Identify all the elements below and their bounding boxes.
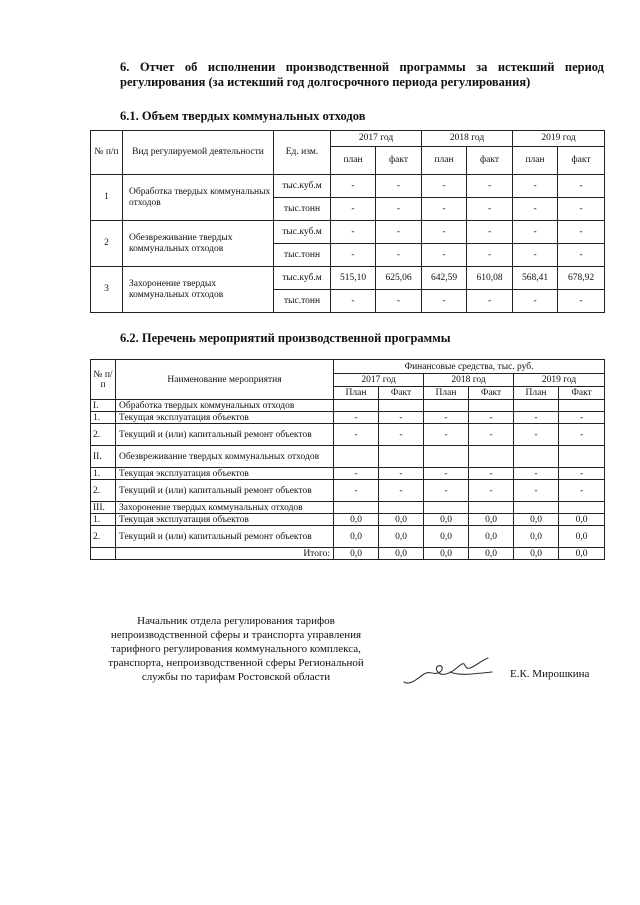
value-cell: - [331, 290, 376, 313]
value-cell: 0,0 [559, 514, 605, 526]
row-name: Текущая эксплуатация объектов [116, 468, 334, 480]
row-num: 3 [91, 267, 123, 313]
total-row [91, 548, 605, 560]
handwritten-signature [400, 652, 496, 688]
value-cell: - [379, 468, 424, 480]
header-num: № п/п [91, 360, 116, 400]
value-cell: - [334, 468, 379, 480]
header-fact: факт [376, 147, 422, 175]
position-line: Начальник отдела регулирования тарифов [137, 615, 335, 627]
header-fact: Факт [469, 387, 514, 400]
value-cell: - [558, 221, 605, 244]
row-num: III. [91, 502, 116, 514]
value-cell: - [469, 412, 514, 424]
header-unit: Ед. изм. [274, 131, 331, 175]
value-cell: - [467, 244, 513, 267]
row-unit: тыс.куб.м [274, 267, 331, 290]
row-num: II. [91, 446, 116, 468]
value-cell: - [334, 480, 379, 502]
header-plan: План [424, 387, 469, 400]
value-cell: 0,0 [424, 526, 469, 548]
value-cell: - [513, 221, 558, 244]
header-plan: План [334, 387, 379, 400]
header-year: 2017 год [331, 131, 422, 147]
value-cell: - [559, 468, 605, 480]
value-cell: - [558, 175, 605, 198]
table-row [91, 221, 605, 244]
value-cell: - [558, 290, 605, 313]
value-cell: - [467, 198, 513, 221]
value-cell: - [467, 290, 513, 313]
header-name: Наименование мероприятия [116, 360, 334, 400]
header-year: 2018 год [422, 131, 513, 147]
value-cell: - [514, 480, 559, 502]
value-cell: 0,0 [469, 514, 514, 526]
signatory-name: Е.К. Мирошкина [510, 668, 590, 680]
value-cell: - [424, 424, 469, 446]
value-cell [514, 446, 559, 468]
value-cell: 0,0 [379, 526, 424, 548]
row-name: Текущая эксплуатация объектов [116, 412, 334, 424]
row-name: Обработка твердых коммунальных отходов [116, 400, 334, 412]
value-cell: 0,0 [379, 514, 424, 526]
value-cell: - [514, 468, 559, 480]
value-cell [424, 400, 469, 412]
value-cell: - [334, 412, 379, 424]
program-measures-table [90, 359, 605, 560]
value-cell [514, 502, 559, 514]
value-cell: - [513, 175, 558, 198]
value-cell: 0,0 [559, 526, 605, 548]
table2-title: 6.2. Перечень мероприятий производственной программы [120, 331, 451, 345]
value-cell: - [376, 221, 422, 244]
value-cell: - [422, 221, 467, 244]
total-value: 0,0 [469, 548, 514, 560]
header-plan: план [422, 147, 467, 175]
value-cell [424, 446, 469, 468]
value-cell: - [376, 175, 422, 198]
value-cell [559, 400, 605, 412]
header-plan: План [514, 387, 559, 400]
value-cell: - [559, 412, 605, 424]
header-num: № п/п [91, 131, 123, 175]
position-line: транспорта, непроизводственной сферы Региональной [108, 657, 364, 669]
value-cell: - [469, 468, 514, 480]
total-value: 0,0 [424, 548, 469, 560]
total-value: 0,0 [514, 548, 559, 560]
value-cell: - [379, 480, 424, 502]
header-fact: факт [558, 147, 605, 175]
value-cell: 678,92 [558, 267, 605, 290]
value-cell: 568,41 [513, 267, 558, 290]
row-name: Текущий и (или) капитальный ремонт объектов [116, 480, 334, 502]
position-line: тарифного регулирования коммунального комплекса, [111, 643, 361, 655]
value-cell [424, 502, 469, 514]
value-cell: - [331, 244, 376, 267]
row-num: 2. [91, 424, 116, 446]
total-value: 0,0 [379, 548, 424, 560]
row-num: 1. [91, 514, 116, 526]
value-cell: - [513, 290, 558, 313]
value-cell: 0,0 [469, 526, 514, 548]
value-cell: - [422, 175, 467, 198]
row-num: 2. [91, 480, 116, 502]
total-label: Итого: [116, 548, 334, 560]
header-fact: Факт [559, 387, 605, 400]
value-cell: - [469, 480, 514, 502]
table-row [91, 502, 605, 514]
value-cell: - [331, 175, 376, 198]
table1-title: 6.1. Объем твердых коммунальных отходов [120, 109, 366, 123]
row-name: Текущая эксплуатация объектов [116, 514, 334, 526]
value-cell: - [559, 480, 605, 502]
value-cell: - [422, 198, 467, 221]
table-row [91, 267, 605, 290]
value-cell: - [467, 221, 513, 244]
value-cell [379, 446, 424, 468]
header-activity: Вид регулируемой деятельности [123, 131, 274, 175]
value-cell: - [559, 424, 605, 446]
row-unit: тыс.тонн [274, 290, 331, 313]
table-row [91, 514, 605, 526]
waste-volume-table [90, 130, 605, 313]
value-cell [469, 446, 514, 468]
header-year: 2019 год [514, 374, 605, 387]
table-row [91, 400, 605, 412]
row-name: Текущий и (или) капитальный ремонт объектов [116, 526, 334, 548]
value-cell: 0,0 [514, 526, 559, 548]
table-row [91, 424, 605, 446]
value-cell: - [424, 480, 469, 502]
value-cell: - [424, 468, 469, 480]
row-num: 2 [91, 221, 123, 267]
row-name: Обезвреживание твердых коммунальных отходов [116, 446, 334, 468]
row-num: 1 [91, 175, 123, 221]
position-line: службы по тарифам Ростовской области [141, 671, 331, 683]
row-num: 1. [91, 468, 116, 480]
total-value: 0,0 [559, 548, 605, 560]
value-cell: - [513, 198, 558, 221]
value-cell: - [422, 244, 467, 267]
value-cell: - [558, 244, 605, 267]
section-title: 6. Отчет об исполнении производственной программы за истекший период регулирования (за истекший год долгосрочного периода регулирования) [120, 60, 604, 89]
table-row [91, 446, 605, 468]
value-cell [469, 502, 514, 514]
row-unit: тыс.куб.м [274, 175, 331, 198]
row-num: 1. [91, 412, 116, 424]
value-cell: 0,0 [334, 514, 379, 526]
header-finance: Финансовые средства, тыс. руб. [334, 360, 605, 374]
signatory-position [92, 614, 380, 684]
value-cell: - [376, 198, 422, 221]
value-cell: - [334, 424, 379, 446]
table-row [91, 526, 605, 548]
value-cell [379, 400, 424, 412]
value-cell: - [331, 221, 376, 244]
value-cell: - [467, 175, 513, 198]
value-cell: - [514, 424, 559, 446]
row-name: Текущий и (или) капитальный ремонт объектов [116, 424, 334, 446]
row-unit: тыс.тонн [274, 244, 331, 267]
value-cell: - [379, 424, 424, 446]
table-row [91, 468, 605, 480]
value-cell: 625,06 [376, 267, 422, 290]
table-row [91, 175, 605, 198]
value-cell [469, 400, 514, 412]
row-activity: Обезвреживание твердых коммунальных отходов [123, 221, 274, 267]
header-fact: Факт [379, 387, 424, 400]
table-row [91, 412, 605, 424]
value-cell: - [558, 198, 605, 221]
value-cell: 0,0 [424, 514, 469, 526]
value-cell [334, 502, 379, 514]
total-value: 0,0 [334, 548, 379, 560]
value-cell: - [379, 412, 424, 424]
row-num: 2. [91, 526, 116, 548]
value-cell: - [376, 290, 422, 313]
value-cell: - [422, 290, 467, 313]
value-cell: - [513, 244, 558, 267]
row-activity: Обработка твердых коммунальных отходов [123, 175, 274, 221]
row-name: Захоронение твердых коммунальных отходов [116, 502, 334, 514]
table-row [91, 480, 605, 502]
row-unit: тыс.куб.м [274, 221, 331, 244]
value-cell [379, 502, 424, 514]
value-cell: 515,10 [331, 267, 376, 290]
value-cell: - [469, 424, 514, 446]
row-unit: тыс.тонн [274, 198, 331, 221]
header-year: 2017 год [334, 374, 424, 387]
value-cell: - [514, 412, 559, 424]
value-cell [559, 502, 605, 514]
header-plan: план [513, 147, 558, 175]
value-cell: 610,08 [467, 267, 513, 290]
position-line: непроизводственной сферы и транспорта управления [110, 629, 362, 641]
row-activity: Захоронение твердых коммунальных отходов [123, 267, 274, 313]
header-fact: факт [467, 147, 513, 175]
value-cell [334, 400, 379, 412]
value-cell: - [331, 198, 376, 221]
header-year: 2019 год [513, 131, 605, 147]
value-cell: 0,0 [514, 514, 559, 526]
header-year: 2018 год [424, 374, 514, 387]
value-cell [334, 446, 379, 468]
value-cell: 642,59 [422, 267, 467, 290]
value-cell: 0,0 [334, 526, 379, 548]
row-num: I. [91, 400, 116, 412]
value-cell: - [424, 412, 469, 424]
value-cell [514, 400, 559, 412]
value-cell: - [376, 244, 422, 267]
header-plan: план [331, 147, 376, 175]
value-cell [559, 446, 605, 468]
